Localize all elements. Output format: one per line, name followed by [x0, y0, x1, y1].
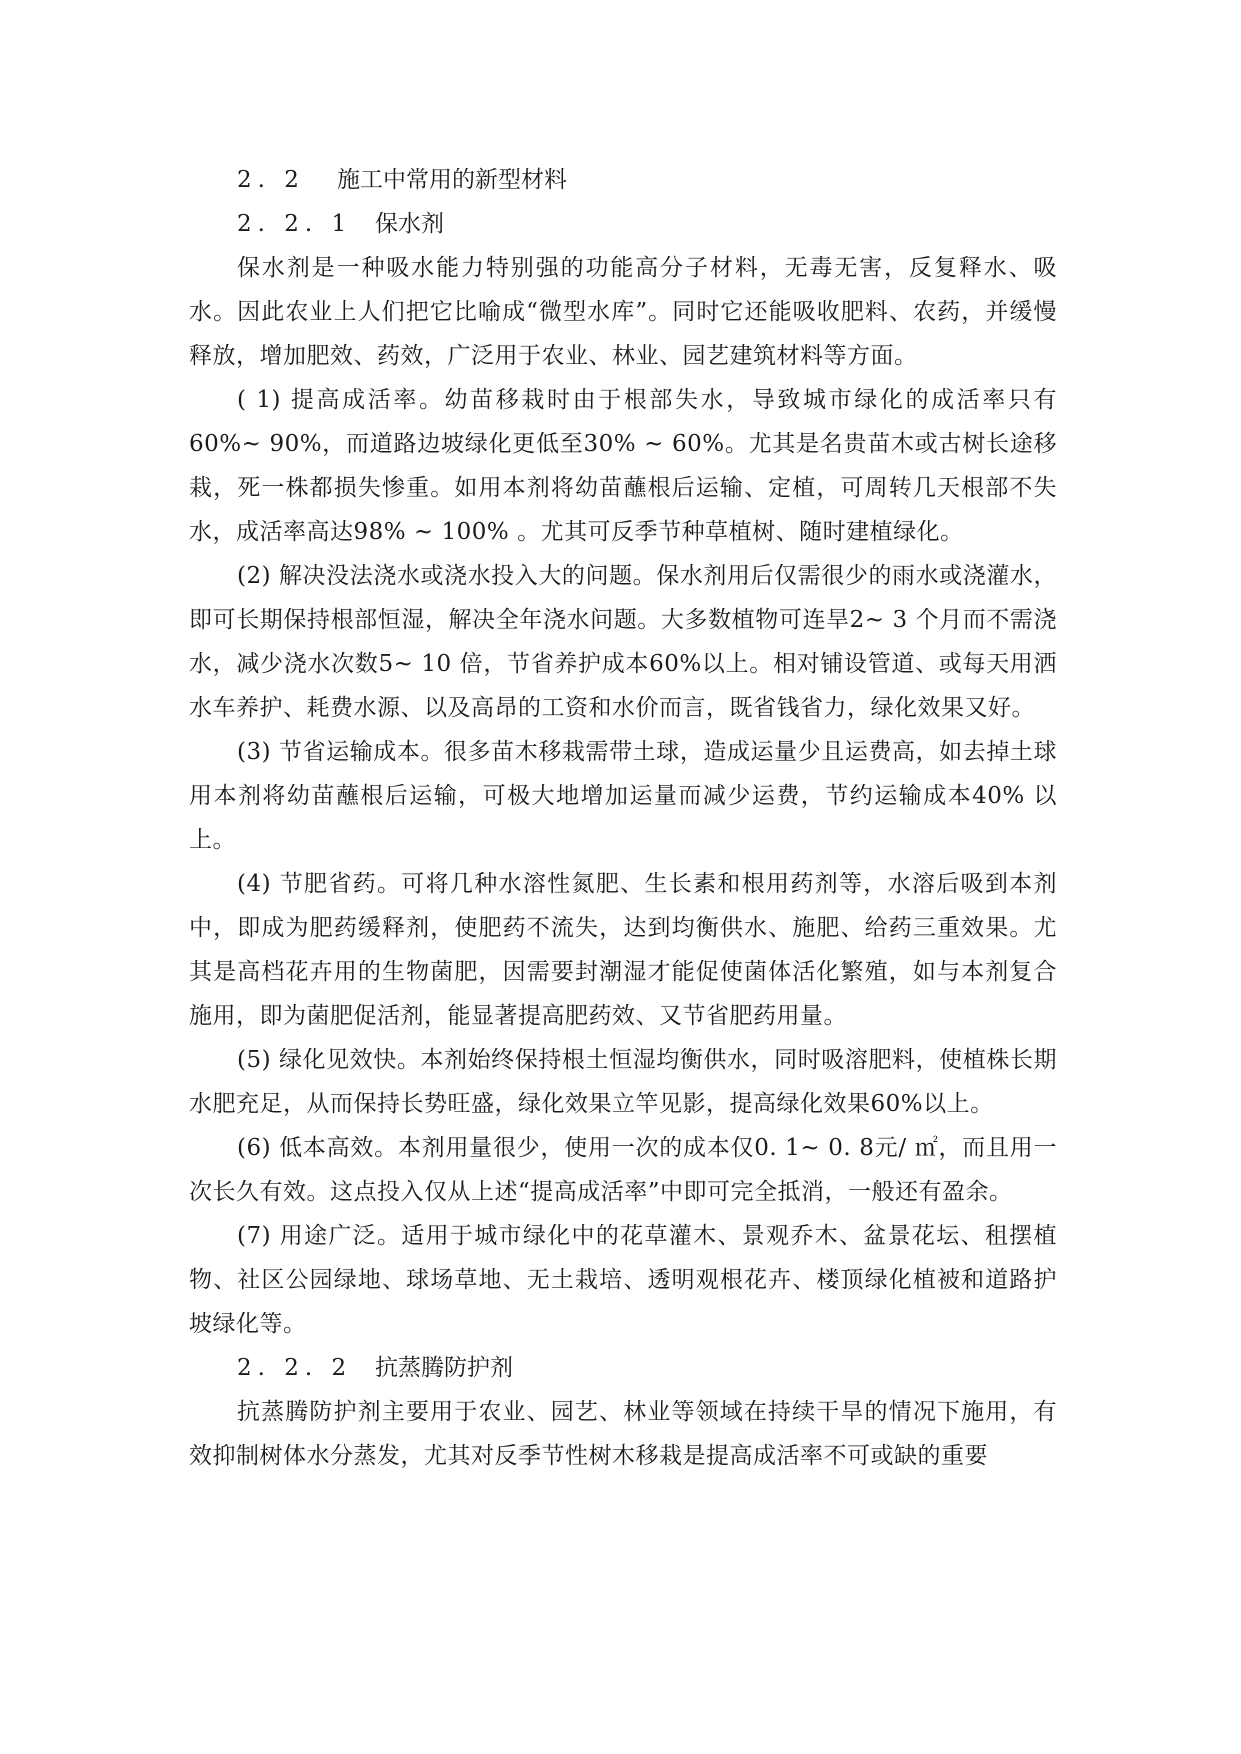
list-item: (2) 解决没法浇水或浇水投入大的问题。保水剂用后仅需很少的雨水或浇灌水，即可长期保持根部恒湿，解决全年浇水问题。大多数植物可连旱2~ 3 个月而不需浇水，减少浇水次数5~ 10 倍，节省养护成本60%以上。相对铺设管道、或每天用洒水车养护、耗费水源、以及高昂的工资和水价而言，既省钱省力，绿化效果又好。: [189, 563, 1057, 721]
list-item: (4) 节肥省药。可将几种水溶性氮肥、生长素和根用药剂等，水溶后吸到本剂中，即成为肥药缓释剂，使肥药不流失，达到均衡供水、施肥、给药三重效果。尤其是高档花卉用的生物菌肥，因需要封潮湿才能促使菌体活化繁殖，如与本剂复合施用，即为菌肥促活剂，能显著提高肥药效、又节省肥药用量。: [189, 871, 1057, 1029]
section-number: 2. 2. 2: [237, 1355, 353, 1381]
section-title: 保水剂: [375, 211, 444, 237]
intro-paragraph: 保水剂是一种吸水能力特别强的功能高分子材料，无毒无害，反复释水、吸水。因此农业上人们把它比喻成“微型水库”。同时它还能吸收肥料、农药，并缓慢释放，增加肥效、药效，广泛用于农业、林业、园艺建筑材料等方面。: [189, 255, 1057, 369]
list-item: (3) 节省运输成本。很多苗木移栽需带土球，造成运量少且运费高，如去掉土球用本剂将幼苗蘸根后运输，可极大地增加运量而减少运费，节约运输成本40% 以上。: [189, 739, 1057, 853]
document-body: [189, 158, 1057, 1478]
list-item: (6) 低本高效。本剂用量很少，使用一次的成本仅0. 1~ 0. 8元/ ㎡，而且用一次长久有效。这点投入仅从上述“提高成活率”中即可完全抵消，一般还有盈余。: [189, 1135, 1057, 1205]
section-title: 抗蒸腾防护剂: [375, 1355, 513, 1381]
section-number: 2. 2: [237, 167, 305, 193]
section-title: 施工中常用的新型材料: [337, 167, 567, 193]
closing-paragraph: 抗蒸腾防护剂主要用于农业、园艺、林业等领域在持续干旱的情况下施用，有效抑制树体水分蒸发，尤其对反季节性树木移栽是提高成活率不可或缺的重要: [189, 1399, 1057, 1469]
section-heading-2-2: [189, 158, 1057, 202]
section-number: 2. 2. 1: [237, 211, 353, 237]
section-heading-2-2-2: [189, 1346, 1057, 1390]
list-item: (7) 用途广泛。适用于城市绿化中的花草灌木、景观乔木、盆景花坛、租摆植物、社区公园绿地、球场草地、无土栽培、透明观根花卉、楼顶绿化植被和道路护坡绿化等。: [189, 1223, 1057, 1337]
list-item: (5) 绿化见效快。本剂始终保持根土恒湿均衡供水，同时吸溶肥料，使植株长期水肥充足，从而保持长势旺盛，绿化效果立竿见影，提高绿化效果60%以上。: [189, 1047, 1057, 1117]
list-item: ( 1) 提高成活率。幼苗移栽时由于根部失水，导致城市绿化的成活率只有60%~ 90%，而道路边坡绿化更低至30% ~ 60%。尤其是名贵苗木或古树长途移栽，死一株都损失惨重。如用本剂将幼苗蘸根后运输、定植，可周转几天根部不失水，成活率高达98% ~ 100% 。尤其可反季节种草植树、随时建植绿化。: [189, 387, 1057, 545]
section-heading-2-2-1: [189, 202, 1057, 246]
